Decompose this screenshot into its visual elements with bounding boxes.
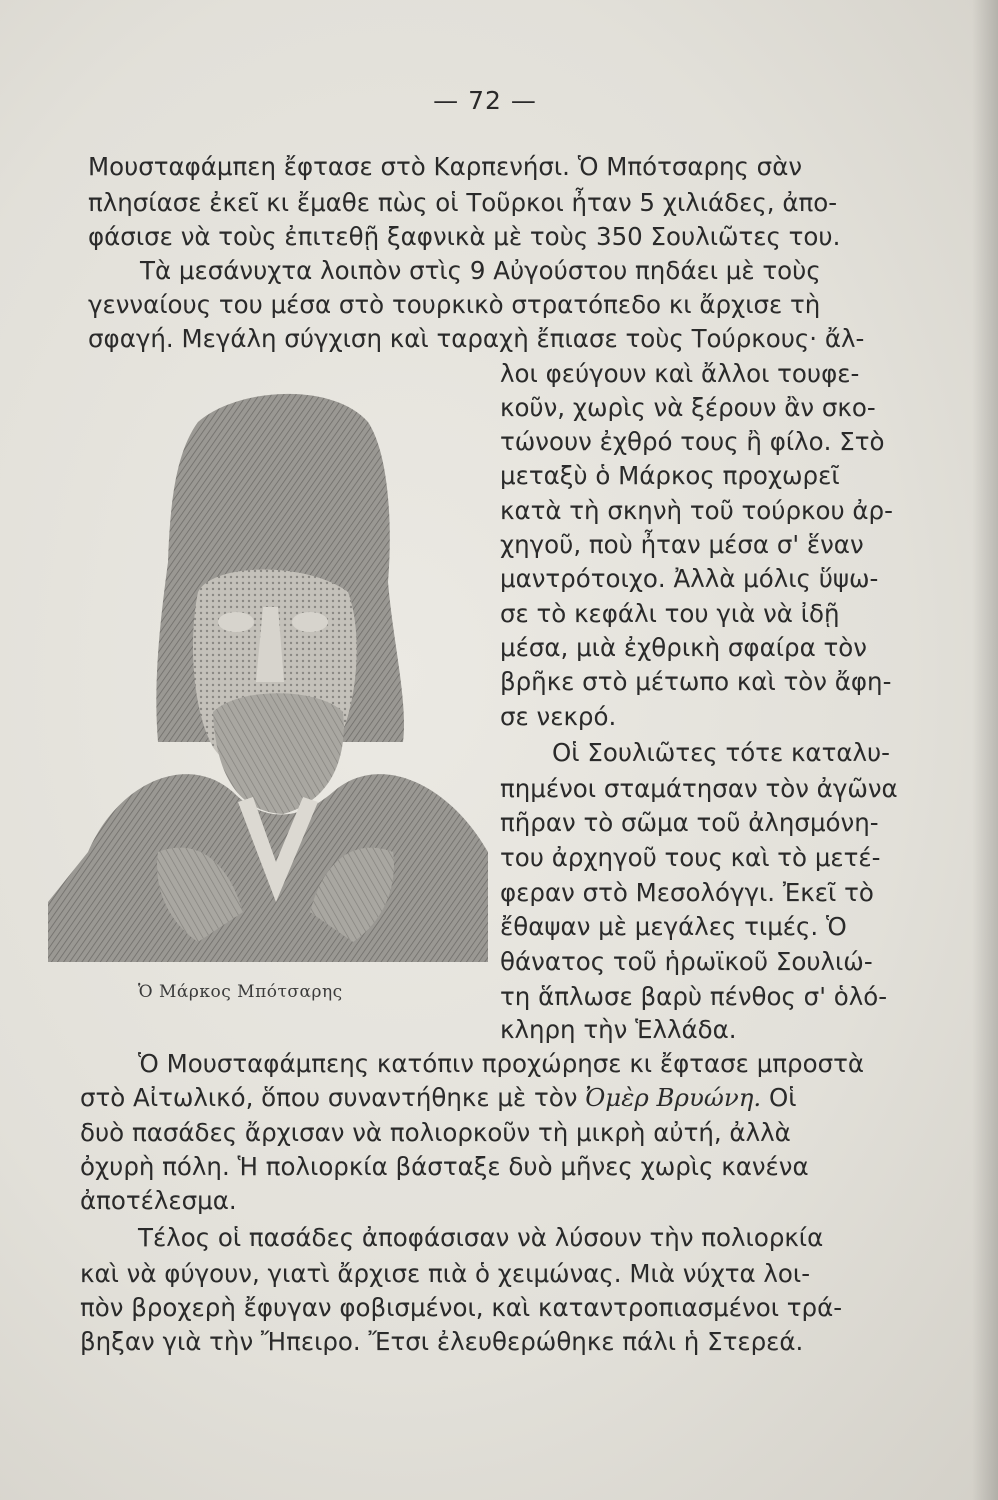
column-line: τώνουν ἐχθρό τους ἢ φίλο. Στὸ [500,427,885,456]
portrait-of-markos-botsaris [48,382,493,962]
text-line: Ὁ Μουσταφάμπεης κατόπιν προχώρησε κι ἔφτασε μπροστὰ [138,1049,865,1078]
text-line: φάσισε νὰ τοὺς ἐπιτεθῇ ξαφνικὰ μὲ τοὺς 350 Σουλιῶτες του. [88,222,841,251]
text-line: ὀχυρὴ πόλη. Ἡ πολιορκία βάσταξε δυὸ μῆνες χωρὶς κανένα [80,1152,809,1181]
text-span: Οἱ [761,1083,797,1112]
text-line: Μουσταφάμπεη ἔφτασε στὸ Καρπενήσι. Ὁ Μπότσαρης σὰν [88,152,803,181]
column-line: βρῆκε στὸ μέτωπο καὶ τὸν ἄφη- [500,667,892,696]
column-line: σε νεκρό. [500,702,617,731]
column-line: του ἀρχηγοῦ τους καὶ τὸ μετέ- [500,843,881,872]
column-line: πημένοι σταμάτησαν τὸν ἀγῶνα [500,774,898,803]
column-line: λοι φεύγουν καὶ ἄλλοι τουφε- [500,359,860,388]
italic-name: Ὀμὲρ Βρυώνη. [585,1083,762,1112]
column-line: πῆραν τὸ σῶμα τοῦ ἀλησμόνη- [500,808,879,837]
text-line: Τὰ μεσάνυχτα λοιπὸν στὶς 9 Αὐγούστου πηδάει μὲ τοὺς [140,256,821,285]
column-line: ἔθαψαν μὲ μεγάλες τιμές. Ὁ [500,912,847,941]
column-line: κληρη τὴν Ἑλλάδα. [500,1015,737,1044]
column-line: κατὰ τὴ σκηνὴ τοῦ τούρκου ἀρ- [500,496,893,525]
text-line: γενναίους του μέσα στὸ τουρκικὸ στρατόπεδο κι ἄρχισε τὴ [88,290,821,319]
page-edge-shadow [972,0,998,1500]
text-line: πλησίασε ἐκεῖ κι ἔμαθε πὼς οἱ Τοῦρκοι ἦταν 5 χιλιάδες, ἀπο- [88,188,838,217]
portrait-illustration [48,382,493,962]
text-span: στὸ Αἰτωλικό, ὅπου συναντήθηκε μὲ τὸν [80,1083,586,1112]
text-line: πὸν βροχερὴ ἔφυγαν φοβισμένοι, καὶ καταντροπιασμένοι τρά- [80,1293,843,1322]
text-line: καὶ νὰ φύγουν, γιατὶ ἄρχισε πιὰ ὁ χειμώνας. Μιὰ νύχτα λοι- [80,1259,811,1288]
text-line: σφαγή. Μεγάλη σύγχιση καὶ ταραχὴ ἔπιασε τοὺς Τούρκους· ἄλ- [88,324,865,353]
text-line: δυὸ πασάδες ἄρχισαν νὰ πολιορκοῦν τὴ μικρὴ αὐτή, ἀλλὰ [80,1118,791,1147]
text-line: Τέλος οἱ πασάδες ἀποφάσισαν νὰ λύσουν τὴν πολιορκία [138,1223,824,1252]
column-line: μέσα, μιὰ ἐχθρικὴ σφαίρα τὸν [500,633,867,662]
column-line: σε τὸ κεφάλι του γιὰ νὰ ἰδῇ [500,599,840,628]
page-number: — 72 — [433,86,537,115]
text-line-with-italic [80,1081,797,1115]
column-line: Οἱ Σουλιῶτες τότε καταλυ- [552,738,890,767]
text-line: βηξαν γιὰ τὴν Ἤπειρο. Ἔτσι ἐλευθερώθηκε πάλι ἡ Στερεά. [80,1327,804,1356]
text-line: ἀποτέλεσμα. [80,1186,237,1215]
column-line: χηγοῦ, ποὺ ἦταν μέσα σ' ἕναν [500,530,864,559]
portrait-caption: Ὁ Μάρκος Μπότσαρης [138,982,343,1002]
column-line: κοῦν, χωρὶς νὰ ξέρουν ἂν σκο- [500,393,876,422]
column-line: τη ἅπλωσε βαρὺ πένθος σ' ὁλό- [500,982,888,1011]
column-line: φεραν στὸ Μεσολόγγι. Ἐκεῖ τὸ [500,878,874,907]
column-line: μεταξὺ ὁ Μάρκος προχωρεῖ [500,461,840,490]
column-line: μαντρότοιχο. Ἀλλὰ μόλις ὕψω- [500,564,879,593]
column-line: θάνατος τοῦ ἡρωϊκοῦ Σουλιώ- [500,947,873,976]
